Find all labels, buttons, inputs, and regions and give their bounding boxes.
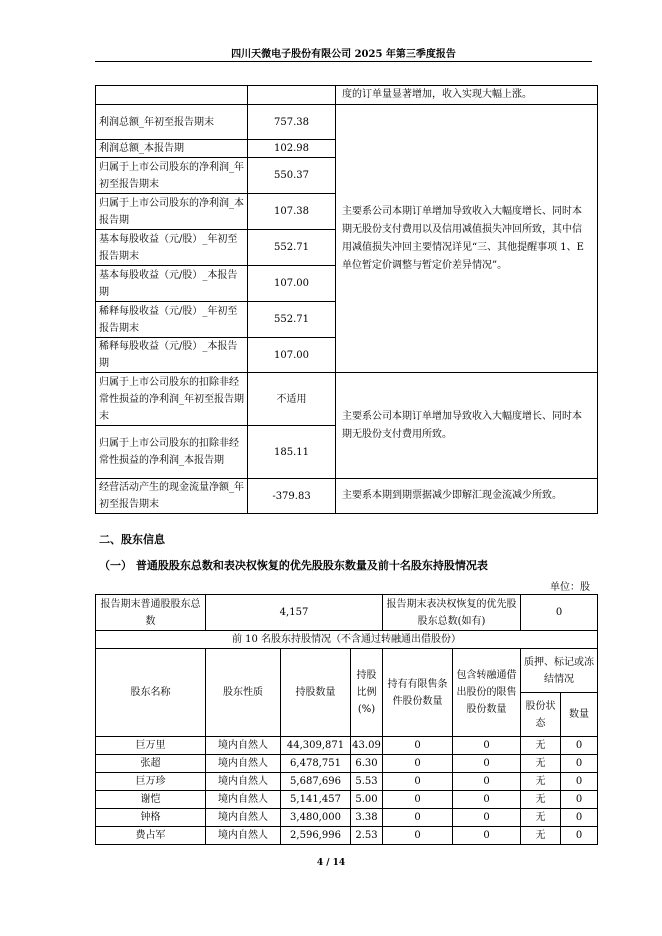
table-row: [96, 827, 598, 845]
item-value: 185.11: [248, 426, 336, 479]
holder-shares: 44,309,871: [281, 737, 351, 755]
holder-restricted: 0: [383, 791, 453, 809]
page-header: 四川天微电子股份有限公司 2025 年第三季度报告: [231, 49, 456, 60]
table-row: [96, 373, 598, 426]
holder-name: 费占军: [96, 827, 206, 845]
holder-nature: 境内自然人: [206, 755, 281, 773]
item-value: 不适用: [248, 373, 336, 426]
holder-lent: 0: [453, 791, 521, 809]
holder-ratio: 5.53: [351, 773, 383, 791]
empty-cell: [248, 86, 336, 105]
item-value: 552.71: [248, 302, 336, 338]
item-value: 757.38: [248, 105, 336, 140]
pref-holders-value: 0: [521, 595, 598, 631]
holder-shares: 6,478,751: [281, 755, 351, 773]
section-title: 二、股东信息: [99, 533, 165, 546]
holder-pledge-status: 无: [521, 755, 561, 773]
col-header-shares: 持股数量: [281, 649, 351, 737]
unit-label: 单位：股: [550, 582, 590, 593]
item-label: 基本每股收益（元/股）_本报告期: [96, 266, 248, 302]
holder-lent: 0: [453, 809, 521, 827]
reason-cell: 主要系本期到期票据减少即解汇现金流减少所致。: [336, 479, 598, 514]
holder-nature: 境内自然人: [206, 773, 281, 791]
item-label: 稀释每股收益（元/股）_本报告期: [96, 338, 248, 373]
holder-nature: 境内自然人: [206, 809, 281, 827]
holder-pledge-qty: 0: [561, 773, 598, 791]
holder-nature: 境内自然人: [206, 737, 281, 755]
holder-name: 张超: [96, 755, 206, 773]
holder-pledge-qty: 0: [561, 809, 598, 827]
holder-ratio: 6.30: [351, 755, 383, 773]
item-label: 基本每股收益（元/股）_年初至报告期末: [96, 230, 248, 266]
table-row: [96, 737, 598, 755]
holder-pledge-qty: 0: [561, 827, 598, 845]
empty-cell: [96, 86, 248, 105]
total-holders-value: 4,157: [206, 595, 383, 631]
holder-restricted: 0: [383, 827, 453, 845]
holder-restricted: 0: [383, 809, 453, 827]
holder-restricted: 0: [383, 773, 453, 791]
reason-cell: 主要系公司本期订单增加导致收入大幅度增长、同时本期无股份支付费用所致。: [336, 373, 598, 479]
top10-caption: 前 10 名股东持股情况（不含通过转融通出借股份）: [96, 631, 598, 649]
holder-pledge-qty: 0: [561, 737, 598, 755]
holder-ratio: 5.00: [351, 791, 383, 809]
col-header-lent: 包含转融通借出股份的限售股份数量: [453, 649, 521, 737]
holder-lent: 0: [453, 755, 521, 773]
holder-lent: 0: [453, 737, 521, 755]
reason-cell: 主要系公司本期订单增加导致收入大幅度增长、同时本期无股份支付费用以及信用减值损失冲回所致，其中信用减值损失冲回主要情况详见“三、其他提醒事项 1、E 单位暂定价调整与暂定价差异情况”。: [336, 105, 598, 373]
holder-ratio: 43.09: [351, 737, 383, 755]
table-row: [96, 755, 598, 773]
reason-continuation: 度的订单量显著增加，收入实现大幅上涨。: [336, 86, 598, 105]
table-row: [96, 791, 598, 809]
subsection-title: （一） 普通股股东总数和表决权恢复的优先股股东数量及前十名股东持股情况表: [99, 559, 488, 572]
holder-shares: 2,596,996: [281, 827, 351, 845]
holder-shares: 5,141,457: [281, 791, 351, 809]
item-label: 稀释每股收益（元/股）_年初至报告期末: [96, 302, 248, 338]
holder-lent: 0: [453, 773, 521, 791]
item-value: 107.00: [248, 266, 336, 302]
holder-restricted: 0: [383, 755, 453, 773]
table-row: [96, 595, 598, 631]
item-label: 利润总额_本报告期: [96, 140, 248, 158]
shareholder-table: [95, 594, 598, 845]
col-header-pledge-status: 股份状态: [521, 693, 561, 737]
holder-name: 巨万珍: [96, 773, 206, 791]
col-header-pledge-qty: 数量: [561, 693, 598, 737]
holder-restricted: 0: [383, 737, 453, 755]
holder-pledge-status: 无: [521, 773, 561, 791]
table-row: [96, 773, 598, 791]
holder-name: 钟格: [96, 809, 206, 827]
col-header-ratio: 持股比例(%): [351, 649, 383, 737]
holder-shares: 5,687,696: [281, 773, 351, 791]
item-value: 107.00: [248, 338, 336, 373]
col-header-restricted: 持有有限售条件股份数量: [383, 649, 453, 737]
header-rule: [95, 61, 592, 62]
holder-nature: 境内自然人: [206, 827, 281, 845]
item-value: -379.83: [248, 479, 336, 514]
page-number: 4 / 14: [316, 858, 346, 868]
col-header-pledge-group: 质押、标记或冻结情况: [521, 649, 598, 693]
item-label: 归属于上市公司股东的净利润_本报告期: [96, 194, 248, 230]
holder-shares: 3,480,000: [281, 809, 351, 827]
holder-nature: 境内自然人: [206, 791, 281, 809]
table-row: [96, 105, 598, 140]
item-value: 107.38: [248, 194, 336, 230]
col-header-nature: 股东性质: [206, 649, 281, 737]
holder-lent: 0: [453, 827, 521, 845]
holder-ratio: 3.38: [351, 809, 383, 827]
total-holders-label: 报告期末普通股股东总数: [96, 595, 206, 631]
holder-pledge-status: 无: [521, 809, 561, 827]
item-value: 102.98: [248, 140, 336, 158]
holder-pledge-status: 无: [521, 737, 561, 755]
item-value: 550.37: [248, 158, 336, 194]
item-label: 经营活动产生的现金流量净额_年初至报告期末: [96, 479, 248, 514]
table-row: [96, 809, 598, 827]
holder-pledge-qty: 0: [561, 791, 598, 809]
item-label: 归属于上市公司股东的扣除非经常性损益的净利润_本报告期: [96, 426, 248, 479]
financial-change-table: [95, 85, 598, 514]
holder-pledge-status: 无: [521, 827, 561, 845]
item-value: 552.71: [248, 230, 336, 266]
item-label: 归属于上市公司股东的扣除非经常性损益的净利润_年初至报告期末: [96, 373, 248, 426]
table-row: [96, 631, 598, 649]
table-header-row: [96, 649, 598, 693]
holder-pledge-qty: 0: [561, 755, 598, 773]
item-label: 利润总额_年初至报告期末: [96, 105, 248, 140]
holder-pledge-status: 无: [521, 791, 561, 809]
table-row: [96, 479, 598, 514]
holder-name: 谢恺: [96, 791, 206, 809]
pref-holders-label: 报告期末表决权恢复的优先股股东总数(如有): [383, 595, 521, 631]
holder-ratio: 2.53: [351, 827, 383, 845]
table-row: [96, 86, 598, 105]
holder-name: 巨万里: [96, 737, 206, 755]
item-label: 归属于上市公司股东的净利润_年初至报告期末: [96, 158, 248, 194]
col-header-name: 股东名称: [96, 649, 206, 737]
